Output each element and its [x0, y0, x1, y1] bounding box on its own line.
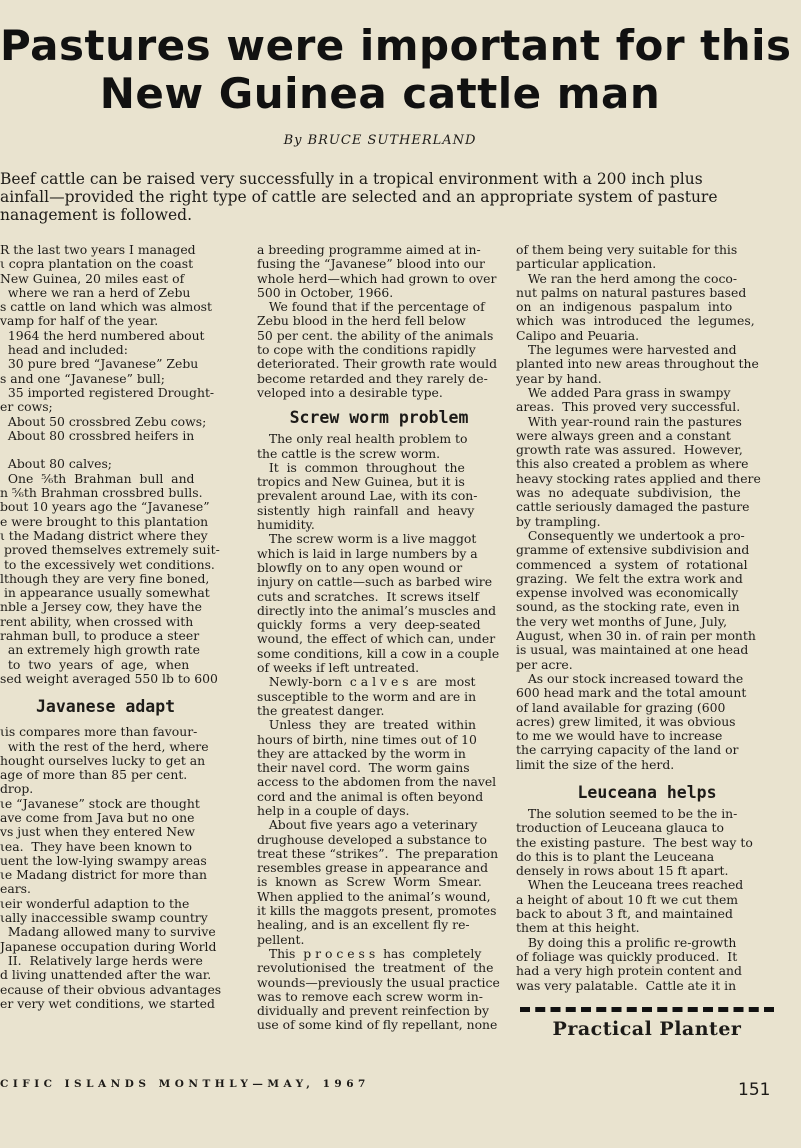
text-line: of land available for grazing (600 — [516, 700, 726, 715]
text-line: the cattle is the screw worm. — [257, 446, 441, 461]
text-line: Madang allowed many to survive — [0, 925, 216, 940]
text-line: The screw worm is a live maggot — [257, 532, 477, 547]
text-line: lthough they are very fine boned, — [0, 571, 210, 586]
text-line: fusing the “Javanese” blood into our — [257, 257, 485, 272]
subhead-javanese-adapt: Javanese adapt — [36, 697, 176, 717]
column-2-text-a — [257, 243, 501, 400]
text-line — [0, 443, 250, 457]
text-line: August, when 30 in. of rain per month — [516, 629, 756, 644]
column-3-text-b — [516, 807, 778, 993]
text-line: s and one “Javanese” bull; — [0, 371, 165, 386]
text-line: of them being very suitable for this — [516, 243, 738, 257]
text-line: vs just when they entered New — [0, 825, 195, 840]
text-line: per acre. — [516, 657, 573, 672]
text-line: With year-round rain the pastures — [516, 414, 742, 429]
text-line: in appearance usually somewhat — [0, 586, 210, 601]
text-line: II. Relatively large herds were — [0, 953, 203, 968]
text-line: become retarded and they rarely de- — [257, 371, 488, 386]
text-line: About 50 crossbred Zebu cows; — [0, 414, 207, 429]
text-line: growth rate was assured. However, — [516, 443, 743, 458]
text-line: sistently high rainfall and heavy — [257, 503, 475, 518]
text-line: tropics and New Guinea, but it is — [257, 475, 465, 490]
text-line: by trampling. — [516, 514, 601, 529]
text-line: The legumes were harvested and — [516, 343, 737, 358]
page-number: 151 — [738, 1080, 771, 1100]
text-line: humidity. — [257, 518, 315, 533]
subhead-screw-worm-problem: Screw worm problem — [289, 408, 469, 428]
text-line: of foliage was quickly produced. It — [516, 949, 738, 964]
text-line: cuts and scratches. It screws itself — [257, 589, 479, 604]
text-line: sed weight averaged 550 lb to 600 — [0, 671, 218, 686]
text-line: blowfly on to any open wound or — [257, 560, 463, 575]
headline-line-1: Pastures were important for this — [0, 21, 792, 70]
text-line: n ⅚th Brahman crossbred bulls. — [0, 486, 203, 501]
text-line: some conditions, kill a cow in a couple — [257, 646, 500, 661]
text-line: ιeir wonderful adaption to the — [0, 896, 190, 911]
page-footer: CIFIC ISLANDS MONTHLY—MAY, 1967 — [0, 1078, 370, 1090]
text-line: It is common throughout the — [257, 460, 465, 475]
text-line: As our stock increased toward the — [516, 671, 744, 686]
headline-line-2: New Guinea cattle man — [99, 69, 661, 118]
text-line: back to about 3 ft, and maintained — [516, 907, 733, 922]
text-line: uent the low-lying swampy areas — [0, 853, 207, 868]
text-line: to cope with the conditions rapidly — [257, 343, 476, 358]
text-line: was very palatable. Cattle ate it in — [516, 978, 737, 993]
text-line: areas. This proved very successful. — [516, 400, 741, 415]
text-line: ιally inaccessible swamp country — [0, 911, 208, 926]
text-line: pellent. — [257, 932, 305, 947]
intro-paragraph — [0, 170, 800, 224]
text-line: hought ourselves lucky to get an — [0, 753, 206, 768]
text-line: directly into the animal’s muscles and — [257, 603, 497, 618]
text-line: quickly forms a very deep-seated — [257, 618, 481, 633]
text-line: The solution seemed to be the in- — [516, 806, 738, 821]
text-line: Calipo and Peuaria. — [516, 328, 640, 343]
text-line: to the excessively wet conditions. — [0, 557, 215, 572]
text-line: particular application. — [516, 257, 657, 272]
text-line: densely in rows about 15 ft apart. — [516, 864, 729, 879]
text-line: ιis compares more than favour- — [0, 725, 198, 740]
text-line: access to the abdomen from the navel — [257, 775, 497, 790]
text-line: to me we would have to increase — [516, 729, 723, 744]
intro-line: nanagement is followed. — [0, 206, 192, 224]
text-line: acres) grew limited, it was obvious — [516, 714, 736, 729]
column-1 — [0, 243, 250, 1011]
text-line: dividually and prevent reinfection by — [257, 1004, 489, 1019]
text-line: the greatest danger. — [257, 703, 385, 718]
text-line: deteriorated. Their growth rate would — [257, 357, 498, 372]
text-line: er cows; — [0, 400, 53, 415]
text-line: sound, as the stocking rate, even in — [516, 600, 740, 615]
text-line: heavy stocking rates applied and there — [516, 471, 761, 486]
text-line: ecause of their obvious advantages — [0, 982, 222, 997]
text-line: When applied to the animal’s wound, — [257, 889, 491, 904]
text-line: use of some kind of fly repellant, none — [257, 1018, 498, 1033]
text-line: was no adequate subdivision, the — [516, 486, 741, 501]
text-line: hours of birth, nine times out of 10 — [257, 732, 477, 747]
text-line: ι the Madang district where they — [0, 528, 208, 543]
text-line: is known as Screw Worm Smear. — [257, 875, 482, 890]
text-line: troduction of Leuceana glauca to — [516, 821, 724, 836]
text-line: By doing this a prolific re-growth — [516, 935, 737, 950]
text-line: 500 in October, 1966. — [257, 285, 394, 300]
column-3 — [516, 243, 778, 1040]
text-line: About 80 crossbred heifers in — [0, 428, 195, 443]
text-line: 50 per cent. the ability of the animals — [257, 328, 494, 343]
text-line: rahman bull, to produce a steer — [0, 629, 200, 644]
text-line: ιe Madang district for more than — [0, 868, 207, 883]
text-line: Japanese occupation during World — [0, 939, 217, 954]
text-line: a breeding programme aimed at in- — [257, 243, 481, 257]
text-line: er very wet conditions, we started — [0, 996, 215, 1011]
text-line: nble a Jersey cow, they have the — [0, 600, 202, 615]
text-line: help in a couple of days. — [257, 803, 410, 818]
text-line: ιe “Javanese” stock are thought — [0, 796, 200, 811]
text-line: had a very high protein content and — [516, 964, 742, 979]
text-line: planted into new areas throughout the — [516, 357, 759, 372]
text-line: injury on cattle—such as barbed wire — [257, 575, 493, 590]
text-line: e were brought to this plantation — [0, 514, 209, 529]
text-line: When the Leuceana trees reached — [516, 878, 744, 893]
text-line: wound, the effect of which can, under — [257, 632, 496, 647]
text-line: 600 head mark and the total amount — [516, 686, 747, 701]
text-line: year by hand. — [516, 371, 602, 386]
text-line: which is laid in large numbers by a — [257, 546, 478, 561]
text-line: This p r o c e s s has completely — [257, 946, 482, 961]
text-line: revolutionised the treatment of the — [257, 961, 494, 976]
text-line: cord and the animal is often beyond — [257, 789, 484, 804]
text-line: which was introduced the legumes, — [516, 314, 755, 329]
text-line: About 80 calves; — [0, 457, 112, 472]
text-line: proved themselves extremely suit- — [0, 543, 220, 558]
text-line: ι copra plantation on the coast — [0, 257, 194, 272]
text-line: whole herd—which had grown to over — [257, 271, 497, 286]
text-line: Consequently we undertook a pro- — [516, 528, 745, 543]
text-line: About five years ago a veterinary — [257, 818, 478, 833]
text-line: We found that if the percentage of — [257, 300, 485, 315]
text-line: grazing. We felt the extra work and — [516, 571, 743, 586]
text-line: nut palms on natural pastures based — [516, 285, 747, 300]
text-line: were always green and a constant — [516, 428, 731, 443]
text-line: gramme of extensive subdivision and — [516, 543, 750, 558]
text-line: ιea. They have been known to — [0, 839, 192, 854]
text-line: drop. — [0, 782, 34, 797]
text-line: R the last two years I managed — [0, 243, 196, 257]
practical-planter-logo: Practical Planter — [552, 1017, 742, 1040]
text-line: 35 imported registered Drought- — [0, 385, 215, 400]
text-line: s cattle on land which was almost — [0, 300, 212, 315]
text-line: susceptible to the worm and are in — [257, 689, 477, 704]
text-line: with the rest of the herd, where — [0, 739, 209, 754]
text-line: a height of about 10 ft we cut them — [516, 892, 739, 907]
text-line: Unless they are treated within — [257, 718, 477, 733]
text-line: age of more than 85 per cent. — [0, 768, 188, 783]
text-line: of weeks if left untreated. — [257, 661, 420, 676]
text-line: to two years of age, when — [0, 657, 190, 672]
text-line: 1964 the herd numbered about — [0, 328, 205, 343]
text-line: treat these “strikes”. The preparation — [257, 846, 499, 861]
text-line: the existing pasture. The best way to — [516, 835, 753, 850]
text-line: where we ran a herd of Zebu — [0, 285, 191, 300]
text-line: We added Para grass in swampy — [516, 385, 731, 400]
text-line: head and included: — [0, 343, 128, 358]
text-line: was to remove each screw worm in- — [257, 989, 483, 1004]
text-line: The only real health problem to — [257, 432, 468, 447]
column-3-text-a — [516, 243, 778, 772]
text-line: Zebu blood in the herd fell below — [257, 314, 466, 329]
text-line: do this is to plant the Leuceana — [516, 849, 715, 864]
article-headline — [0, 21, 792, 118]
intro-line: ainfall—provided the right type of cattle are selected and an appropriate system of pasture — [0, 188, 718, 206]
column-2-text-b — [257, 432, 501, 1032]
text-line: drughouse developed a substance to — [257, 832, 487, 847]
dashed-rule — [520, 1007, 774, 1012]
text-line: d living unattended after the war. — [0, 968, 212, 983]
text-line: healing, and is an excellent fly re- — [257, 918, 470, 933]
text-line: wounds—previously the usual practice — [257, 975, 500, 990]
text-line: rent ability, when crossed with — [0, 614, 194, 629]
text-line: an extremely high growth rate — [0, 643, 200, 658]
column-1-text-b — [0, 725, 250, 1011]
text-line: Newly-born c a l v e s are most — [257, 675, 476, 690]
text-line: One ⅚th Brahman bull and — [0, 471, 195, 486]
text-line: is usual, was maintained at one head — [516, 643, 749, 658]
text-line: cattle seriously damaged the pasture — [516, 500, 750, 515]
text-line: ears. — [0, 882, 31, 897]
column-1-text-a — [0, 243, 250, 686]
text-line: the very wet months of June, July, — [516, 614, 728, 629]
text-line: on an indigenous paspalum into — [516, 300, 733, 315]
text-line: veloped into a desirable type. — [257, 385, 443, 400]
text-line: the carrying capacity of the land or — [516, 743, 739, 758]
text-line: them at this height. — [516, 921, 640, 936]
text-line: New Guinea, 20 miles east of — [0, 271, 185, 286]
text-line: commenced a system of rotational — [516, 557, 748, 572]
text-line: they are attacked by the worm in — [257, 746, 466, 761]
byline: By BRUCE SUTHERLAND — [283, 133, 477, 148]
text-line: their navel cord. The worm gains — [257, 761, 470, 776]
text-line: 30 pure bred “Javanese” Zebu — [0, 357, 199, 372]
text-line: it kills the maggots present, promotes — [257, 904, 497, 919]
text-line: We ran the herd among the coco- — [516, 271, 738, 286]
subhead-leuceana-helps: Leuceana helps — [577, 782, 717, 802]
text-line: prevalent around Lae, with its con- — [257, 489, 478, 504]
text-line: ave come from Java but no one — [0, 810, 195, 825]
intro-line: Beef cattle can be raised very successfully in a tropical environment with a 200 inch plus — [0, 170, 703, 188]
text-line: this also created a problem as where — [516, 457, 749, 472]
text-line: limit the size of the herd. — [516, 757, 675, 772]
text-line: expense involved was economically — [516, 586, 739, 601]
column-2 — [257, 243, 501, 1033]
text-line: resembles grease in appearance and — [257, 861, 489, 876]
text-line: vamp for half of the year. — [0, 314, 159, 329]
text-line: bout 10 years ago the “Javanese” — [0, 500, 210, 515]
